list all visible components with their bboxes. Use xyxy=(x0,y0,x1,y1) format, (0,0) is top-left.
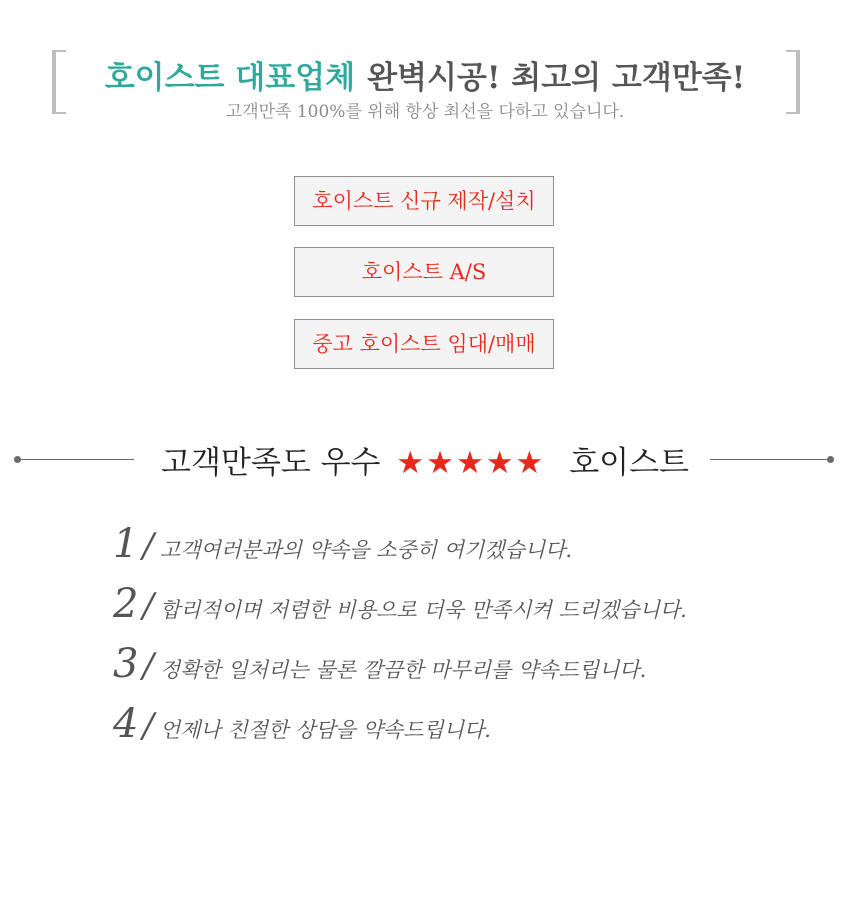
rating-heading xyxy=(0,437,850,482)
page-title xyxy=(0,52,850,97)
slash-separator: / xyxy=(142,586,154,626)
slash-separator: / xyxy=(142,706,154,746)
rating-suffix: 호이스트 xyxy=(569,445,689,481)
promise-number: 3 xyxy=(113,641,139,687)
promise-text: 합리적이며 저렴한 비용으로 더욱 만족시켜 드리겠습니다. xyxy=(159,598,687,622)
slash-separator: / xyxy=(142,646,154,686)
title-rest: 완벽시공! 최고의 고객만족! xyxy=(367,60,746,96)
slash-separator: / xyxy=(142,526,154,566)
promise-item xyxy=(113,701,491,747)
new-install-button[interactable]: 호이스트 신규 제작/설치 xyxy=(294,176,554,226)
promise-item xyxy=(113,521,572,567)
page-subtitle: 고객만족 100%를 위해 항상 최선을 다하고 있습니다. xyxy=(225,102,625,122)
promise-number: 1 xyxy=(113,521,139,567)
after-service-button[interactable]: 호이스트 A/S xyxy=(294,247,554,297)
used-rental-button[interactable]: 중고 호이스트 임대/매매 xyxy=(294,319,554,369)
promise-item xyxy=(113,641,646,687)
rating-stars-icon: ★★★★★ xyxy=(396,445,546,481)
promise-text: 정확한 일처리는 물론 깔끔한 마무리를 약속드립니다. xyxy=(159,658,647,682)
promise-number: 4 xyxy=(113,701,139,747)
promise-text: 언제나 친절한 상담을 약속드립니다. xyxy=(159,718,491,742)
promise-item xyxy=(113,581,687,627)
rating-prefix: 고객만족도 우수 xyxy=(161,445,381,481)
promise-text: 고객여러분과의 약속을 소중히 여기겠습니다. xyxy=(159,538,573,562)
promise-number: 2 xyxy=(113,581,139,627)
title-highlight: 호이스트 대표업체 xyxy=(104,60,356,96)
